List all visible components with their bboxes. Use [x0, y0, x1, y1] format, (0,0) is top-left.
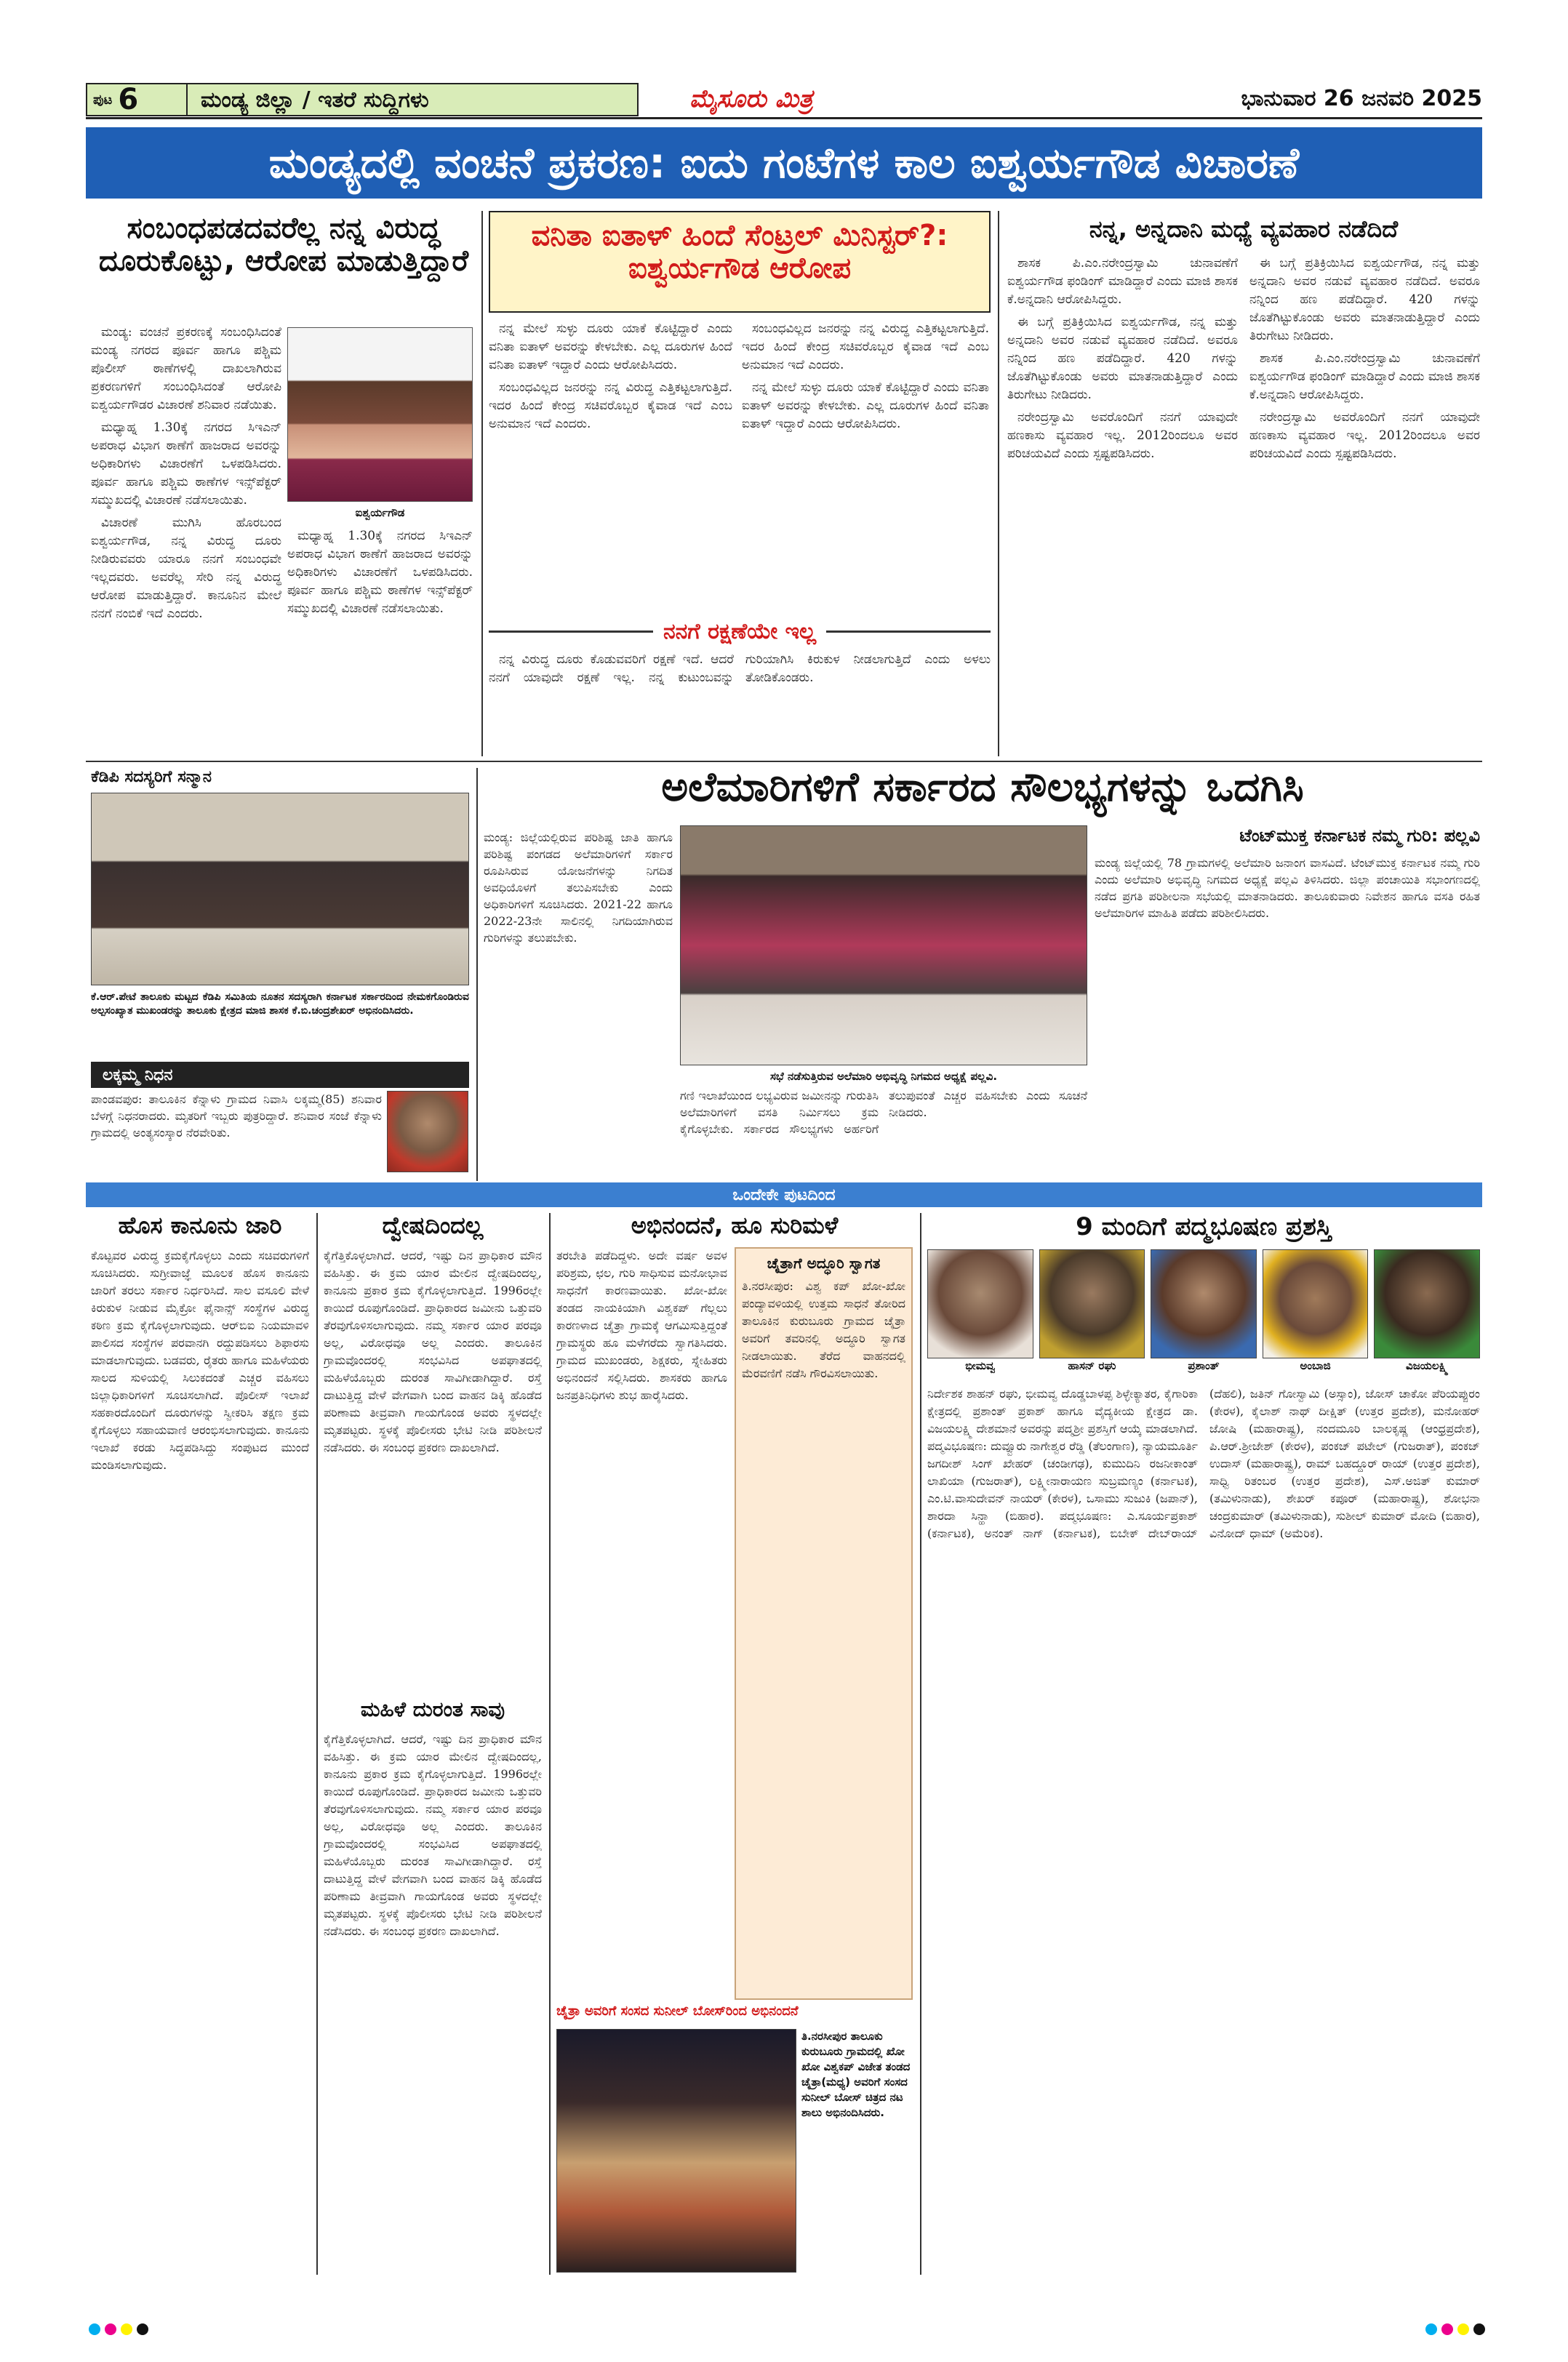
registration-dot-cyan	[1425, 2323, 1437, 2335]
law-body: ಕೊಟ್ಟವರ ವಿರುದ್ಧ ಕ್ರಮಕೈಗೊಳ್ಳಲು ಎಂದು ಸಚಿವರುಗಳಿಗೆ ಸೂಚಿಸಿದರು. ಸುಗ್ರೀವಾಜ್ಞೆ ಮೂಲಕ ಹೊಸ ಕಾನೂನು ಜಾರಿಗೆ ತರಲು ಸರ್ಕಾರ ನಿರ್ಧರಿಸಿದೆ. ಸಾಲ ವಸೂಲಿ ವೇಳೆ ಕಿರುಕುಳ ನೀಡುವ ಮೈಕ್ರೋ ಫೈನಾನ್ಸ್ ಸಂಸ್ಥೆಗಳ ವಿರುದ್ಧ ಕಠಿಣ ಕ್ರಮ ಕೈಗೊಳ್ಳಲಾಗುವುದು. ಆರ್‌ಬಿಐ ನಿಯಮಾವಳಿ ಪಾಲಿಸದ ಸಂಸ್ಥೆಗಳ ಪರವಾನಗಿ ರದ್ದುಪಡಿಸಲು ಶಿಫಾರಸು ಮಾಡಲಾಗುವುದು. ಬಡವರು, ರೈತರು ಹಾಗೂ ಮಹಿಳೆಯರು ಸಾಲದ ಸುಳಿಯಲ್ಲಿ ಸಿಲುಕದಂತೆ ಎಚ್ಚರ ವಹಿಸಲು ಜಿಲ್ಲಾಧಿಕಾರಿಗಳಿಗೆ ಸೂಚಿಸಲಾಗಿದೆ. ಪೊಲೀಸ್ ಇಲಾಖೆ ಸಹಕಾರದೊಂದಿಗೆ ದೂರುಗಳನ್ನು ಸ್ವೀಕರಿಸಿ ತಕ್ಷಣ ಕ್ರಮ ಕೈಗೊಳ್ಳಲು ಸಹಾಯವಾಣಿ ಆರಂಭಿಸಲಾಗುವುದು. ಕಾನೂನು ಇಲಾಖೆ ಕರಡು ಸಿದ್ಧಪಡಿಸಿದ್ದು ಸಂಪುಟದ ಮುಂದೆ ಮಂಡಿಸಲಾಗುವುದು.	[91, 1249, 309, 1472]
story2-para: ಸಂಬಂಧವಿಲ್ಲದ ಜನರನ್ನು ನನ್ನ ವಿರುದ್ಧ ಎತ್ತಿಕಟ್ಟಲಾಗುತ್ತಿದೆ. ಇದರ ಹಿಂದೆ ಕೇಂದ್ರ ಸಚಿವರೊಬ್ಬರ ಕೈವಾಡ ಇದೆ ಎಂಬ ಅನುಮಾನ ಇದೆ ಎಂದರು.	[742, 321, 989, 372]
chaitra-box	[735, 1247, 913, 2000]
story3-para: ನರೇಂದ್ರಸ್ವಾಮಿ ಅವರೊಂದಿಗೆ ನನಗೆ ಯಾವುದೇ ಹಣಕಾಸು ವ್ಯವಹಾರ ಇಲ್ಲ. 2012ರಿಂದಲೂ ಅವರ ಪರಿಚಯವಿದೆ ಎಂದು ಸ್ಪಷ್ಟಪಡಿಸಿದರು.	[1249, 410, 1480, 461]
page-number: 6	[118, 83, 139, 116]
portrait-vijayalakshmi-name: ವಿಜಯಲಕ್ಷ್ಮಿ	[1406, 1359, 1449, 1372]
registration-dot-yellow	[1457, 2323, 1469, 2335]
portrait-bhimavva	[927, 1249, 1033, 1380]
alemari-subhead: ಟೆಂಟ್‌ಮುಕ್ತ ಕರ್ನಾಟಕ ನಮ್ಮ ಗುರಿ: ಪಲ್ಲವಿ	[1239, 825, 1480, 846]
portrait-prashanth-name: ಪ್ರಶಾಂತ್	[1188, 1359, 1220, 1372]
column-divider	[316, 1213, 318, 2275]
portrait-ambaji	[1263, 1249, 1369, 1380]
portrait-hasan-raghu-img	[1039, 1249, 1145, 1358]
subhead-rule-left	[489, 630, 653, 633]
masthead: ಮೈಸೂರು ಮಿತ್ರ	[689, 84, 813, 113]
continued-strip	[86, 1182, 1482, 1207]
chaitra-photo-caption-bar	[556, 2003, 913, 2027]
dvesha-body-2: ಕೈಗೆತ್ತಿಕೊಳ್ಳಲಾಗಿದೆ. ಆದರೆ, ಇಷ್ಟು ದಿನ ಪ್ರಾಧಿಕಾರ ಮೌನ ವಹಿಸಿತ್ತು. ಈ ಕ್ರಮ ಯಾರ ಮೇಲಿನ ದ್ವೇಷದಿಂದಲ್ಲ, ಕಾನೂನು ಪ್ರಕಾರ ಕ್ರಮ ಕೈಗೊಳ್ಳಲಾಗುತ್ತಿದೆ. 1996ರಲ್ಲೇ ಕಾಯಿದೆ ರೂಪುಗೊಂಡಿದೆ. ಪ್ರಾಧಿಕಾರದ ಜಮೀನು ಒತ್ತುವರಿ ತೆರವುಗೊಳಿಸಲಾಗುವುದು. ನಮ್ಮ ಸರ್ಕಾರ ಯಾರ ಪರವೂ ಅಲ್ಲ, ವಿರೋಧವೂ ಅಲ್ಲ ಎಂದರು. ತಾಲೂಕಿನ ಗ್ರಾಮವೊಂದರಲ್ಲಿ ಸಂಭವಿಸಿದ ಅಪಘಾತದಲ್ಲಿ ಮಹಿಳೆಯೊಬ್ಬರು ದುರಂತ ಸಾವಿಗೀಡಾಗಿದ್ದಾರೆ. ರಸ್ತೆ ದಾಟುತ್ತಿದ್ದ ವೇಳೆ ವೇಗವಾಗಿ ಬಂದ ವಾಹನ ಡಿಕ್ಕಿ ಹೊಡೆದ ಪರಿಣಾಮ ತೀವ್ರವಾಗಿ ಗಾಯಗೊಂಡ ಅವರು ಸ್ಥಳದಲ್ಲೇ ಮೃತಪಟ್ಟರು. ಸ್ಥಳಕ್ಕೆ ಪೊಲೀಸರು ಭೇಟಿ ನೀಡಿ ಪರಿಶೀಲನೆ ನಡೆಸಿದರು. ಈ ಸಂಬಂಧ ಪ್ರಕರಣ ದಾಖಲಾಗಿದೆ.	[324, 1732, 542, 1938]
dvesha-subhead: ಮಹಿಳೆ ದುರಂತ ಸಾವು	[360, 1697, 505, 1721]
portrait-prashanth-img	[1151, 1249, 1257, 1358]
header-bar	[86, 81, 1482, 119]
obit-body: ಪಾಂಡವಪುರ: ತಾಲೂಕಿನ ಕೆನ್ನಾಳು ಗ್ರಾಮದ ನಿವಾಸಿ ಲಕ್ಕಮ್ಮ(85) ಶನಿವಾರ ಬೆಳಗ್ಗೆ ನಿಧನರಾದರು. ಮೃತರಿಗೆ ಇಬ್ಬರು ಪುತ್ರರಿದ್ದಾರೆ. ಶನಿವಾರ ಸಂಜೆ ಕೆನ್ನಾಳು ಗ್ರಾಮದಲ್ಲಿ ಅಂತ್ಯಸಂಸ್ಕಾರ ನೆರವೇರಿತು.	[91, 1092, 382, 1140]
story2-headline: ವನಿತಾ ಐತಾಳ್ ಹಿಂದೆ ಸೆಂಟ್ರಲ್ ಮಿನಿಸ್ಟರ್?: ಐಶ್ವರ್ಯಗೌಡ ಆರೋಪ	[531, 219, 948, 285]
kdp-label: ಕೆಡಿಪಿ ಸದಸ್ಯರಿಗೆ ಸನ್ಮಾನ	[91, 768, 212, 786]
section-label	[188, 83, 639, 116]
obit-photo	[387, 1091, 468, 1172]
story2-headline-box	[489, 211, 991, 313]
story1-para: ಮಂಡ್ಯ: ವಂಚನೆ ಪ್ರಕರಣಕ್ಕೆ ಸಂಬಂಧಿಸಿದಂತೆ ಮಂಡ್ಯ ನಗರದ ಪೂರ್ವ ಹಾಗೂ ಪಶ್ಚಿಮ ಪೊಲೀಸ್ ಠಾಣೆಗಳಲ್ಲಿ ದಾಖಲಾಗಿರುವ ಪ್ರಕರಣಗಳಿಗೆ ಸಂಬಂಧಿಸಿದಂತೆ ಆರೋಪಿ ಐಶ್ವರ್ಯಗೌಡರ ವಿಚಾರಣೆ ಶನಿವಾರ ನಡೆಯಿತು.	[91, 325, 281, 412]
story2-body	[489, 320, 732, 611]
story2-body-bottom	[489, 651, 991, 756]
story1-body-col2	[287, 527, 473, 753]
story2-body-col2	[742, 320, 989, 611]
column-divider	[476, 768, 478, 1181]
registration-dot-magenta	[105, 2323, 116, 2335]
story2-para: ಸಂಬಂಧವಿಲ್ಲದ ಜನರನ್ನು ನನ್ನ ವಿರುದ್ಧ ಎತ್ತಿಕಟ್ಟಲಾಗುತ್ತಿದೆ. ಇದರ ಹಿಂದೆ ಕೇಂದ್ರ ಸಚಿವರೊಬ್ಬರ ಕೈವಾಡ ಇದೆ ಎಂಬ ಅನುಮಾನ ಇದೆ ಎಂದರು.	[489, 380, 732, 431]
registration-dot-yellow	[121, 2323, 132, 2335]
story3-para: ಶಾಸಕ ಪಿ.ಎಂ.ನರೇಂದ್ರಸ್ವಾಮಿ ಚುನಾವಣೆಗೆ ಐಶ್ವರ್ಯಗೌಡ ಫಂಡಿಂಗ್ ಮಾಡಿದ್ದಾರೆ ಎಂದು ಮಾಜಿ ಶಾಸಕ ಕೆ.ಅನ್ನದಾನಿ ಆರೋಪಿಸಿದ್ದರು.	[1249, 351, 1480, 402]
portrait-vijayalakshmi-img	[1374, 1249, 1480, 1358]
section-divider	[86, 761, 1482, 762]
story1-headline: ಸಂಬಂಧಪಡದವರೆಲ್ಲ ನನ್ನ ವಿರುದ್ಧ ದೂರುಕೊಟ್ಟು, ಆರೋಪ ಮಾಡುತ್ತಿದ್ದಾರೆ	[98, 212, 469, 278]
story2-subhead-text: ನನಗೆ ರಕ್ಷಣೆಯೇ ಇಲ್ಲ	[663, 618, 817, 644]
chaitra-photo	[556, 2029, 796, 2273]
registration-dot-cyan	[89, 2323, 100, 2335]
registration-dot-black	[1473, 2323, 1485, 2335]
column-divider	[920, 1213, 921, 2275]
padma-body: ನಿರ್ದೇಶಕ ಶಾಹನ್ ರಘು, ಭೀಮವ್ವ ದೊಡ್ಡಬಾಳಪ್ಪ ಶಿಳ್ಳೇಕ್ಯಾತರ, ಕೈಗಾರಿಕಾ ಕ್ಷೇತ್ರದಲ್ಲಿ ಪ್ರಶಾಂತ್ ಪ್ರಕಾಶ್ ಹಾಗೂ ವೈದ್ಯಕೀಯ ಕ್ಷೇತ್ರದ ಡಾ. ವಿಜಯಲಕ್ಷ್ಮಿ ದೇಶಮಾನೆ ಅವರನ್ನು ಪದ್ಮಶ್ರೀ ಪ್ರಶಸ್ತಿಗೆ ಆಯ್ಕೆ ಮಾಡಲಾಗಿದೆ. ಪದ್ಮವಿಭೂಷಣ: ದುವ್ವೂರು ನಾಗೇಶ್ವರ ರೆಡ್ಡಿ (ತೆಲಂಗಾಣ), ನ್ಯಾಯಮೂರ್ತಿ ಜಗದೀಶ್ ಸಿಂಗ್ ಖೇಹರ್ (ಚಂಡೀಗಢ), ಕುಮುದಿನಿ ರಜನೀಕಾಂತ್ ಲಾಖಿಯಾ (ಗುಜರಾತ್), ಲಕ್ಷ್ಮೀನಾರಾಯಣ ಸುಬ್ರಮಣ್ಯಂ (ಕರ್ನಾಟಕ), ಎಂ.ಟಿ.ವಾಸುದೇವನ್ ನಾಯರ್ (ಕೇರಳ), ಒಸಾಮು ಸುಜುಕಿ (ಜಪಾನ್), ಶಾರದಾ ಸಿನ್ಹಾ (ಬಿಹಾರ). ಪದ್ಮಭೂಷಣ: ಎ.ಸೂರ್ಯಪ್ರಕಾಶ್ (ಕರ್ನಾಟಕ), ಅನಂತ್ ನಾಗ್ (ಕರ್ನಾಟಕ), ಬಿಬೇಕ್ ದೇಬ್‌ರಾಯ್ (ದೆಹಲಿ), ಜತಿನ್ ಗೋಸ್ವಾಮಿ (ಅಸ್ಸಾಂ), ಜೋಸ್ ಚಾಕೋ ಪೆರಿಯಪ್ಪುರಂ (ಕೇರಳ), ಕೈಲಾಶ್ ನಾಥ್ ದೀಕ್ಷಿತ್ (ಉತ್ತರ ಪ್ರದೇಶ), ಮನೋಹರ್ ಜೋಷಿ (ಮಹಾರಾಷ್ಟ್ರ), ನಂದಮೂರಿ ಬಾಲಕೃಷ್ಣ (ಆಂಧ್ರಪ್ರದೇಶ), ಪಿ.ಆರ್.ಶ್ರೀಜೇಶ್ (ಕೇರಳ), ಪಂಕಜ್ ಪಟೇಲ್ (ಗುಜರಾತ್), ಪಂಕಜ್ ಉದಾಸ್ (ಮಹಾರಾಷ್ಟ್ರ), ರಾಮ್ ಬಹದ್ದೂರ್ ರಾಯ್ (ಉತ್ತರ ಪ್ರದೇಶ), ಸಾಧ್ವಿ ರಿತಂಬರ (ಉತ್ತರ ಪ್ರದೇಶ), ಎಸ್.ಅಜಿತ್ ಕುಮಾರ್ (ತಮಿಳುನಾಡು), ಶೇಖರ್ ಕಪೂರ್ (ಮಹಾರಾಷ್ಟ್ರ), ಶೋಭನಾ ಚಂದ್ರಕುಮಾರ್ (ತಮಿಳುನಾಡು), ಸುಶೀಲ್ ಕುಮಾರ್ ಮೋದಿ (ಬಿಹಾರ), ವಿನೋದ್ ಧಾಮ್ (ಅಮೆರಿಕ).	[927, 1387, 1480, 1540]
story1-body	[91, 324, 281, 753]
column-divider	[998, 211, 999, 756]
portrait-ambaji-img	[1263, 1249, 1369, 1358]
continued-strip-label: ಒಂದೇಕೇ ಪುಟದಿಂದ	[732, 1185, 836, 1204]
subhead-rule-right	[826, 630, 991, 633]
issue-date: ಭಾನುವಾರ 26 ಜನವರಿ 2025	[1241, 86, 1482, 111]
alemari-body-left: ಮಂಡ್ಯ: ಜಿಲ್ಲೆಯಲ್ಲಿರುವ ಪರಿಶಿಷ್ಟ ಜಾತಿ ಹಾಗೂ ಪರಿಶಿಷ್ಟ ಪಂಗಡದ ಅಲೆಮಾರಿಗಳಿಗೆ ಸರ್ಕಾರ ರೂಪಿಸಿರುವ ಯೋಜನೆಗಳನ್ನು ನಿಗದಿತ ಅವಧಿಯೊಳಗೆ ತಲುಪಿಸಬೇಕು ಎಂದು ಅಧಿಕಾರಿಗಳಿಗೆ ಸೂಚಿಸಿದರು. 2021-22 ಹಾಗೂ 2022-23ನೇ ಸಾಲಿನಲ್ಲಿ ನಿಗದಿಯಾಗಿರುವ ಗುರಿಗಳನ್ನು ತಲುಪಬೇಕು.	[484, 830, 673, 945]
column-divider	[481, 211, 483, 756]
story3-body	[1007, 255, 1480, 756]
kdp-photo	[91, 793, 469, 985]
alemari-photo-caption: ಸಭೆ ನಡೆಸುತ್ತಿರುವ ಅಲೆಮಾರಿ ಅಭಿವೃದ್ಧಿ ನಿಗಮದ ಅಧ್ಯಕ್ಷೆ ಪಲ್ಲವಿ.	[769, 1070, 998, 1083]
portrait-hasan-raghu	[1039, 1249, 1145, 1380]
story2-para: ನನ್ನ ವಿರುದ್ಧ ದೂರು ಕೊಡುವವರಿಗೆ ರಕ್ಷಣೆ ಇದೆ. ಆದರೆ ನನಗೆ ಯಾವುದೇ ರಕ್ಷಣೆ ಇಲ್ಲ. ನನ್ನ ಕುಟುಂಬವನ್ನು ಗುರಿಯಾಗಿಸಿ ಕಿರುಕುಳ ನೀಡಲಾಗುತ್ತಿದೆ ಎಂದು ಅಳಲು ತೋಡಿಕೊಂಡರು.	[489, 652, 991, 685]
alemari-body-mid: ಗಣಿ ಇಲಾಖೆಯಿಂದ ಲಭ್ಯವಿರುವ ಜಮೀನನ್ನು ಗುರುತಿಸಿ ಅಲೆಮಾರಿಗಳಿಗೆ ವಸತಿ ನಿರ್ಮಿಸಲು ಕ್ರಮ ಕೈಗೊಳ್ಳಬೇಕು. ಸರ್ಕಾರದ ಸೌಲಭ್ಯಗಳು ಅರ್ಹರಿಗೆ ತಲುಪುವಂತೆ ಎಚ್ಚರ ವಹಿಸಬೇಕು ಎಂದು ಸೂಚನೆ ನೀಡಿದರು.	[680, 1089, 1087, 1136]
story3-para: ಈ ಬಗ್ಗೆ ಪ್ರತಿಕ್ರಿಯಿಸಿದ ಐಶ್ವರ್ಯಗೌಡ, ನನ್ನ ಮತ್ತು ಅನ್ನದಾನಿ ಅವರ ನಡುವೆ ವ್ಯವಹಾರ ನಡೆದಿದೆ. ಅವರೂ ನನ್ನಿಂದ ಹಣ ಪಡೆದಿದ್ದಾರೆ. 420 ಗಳನ್ನು ಜೊತೆಗಿಟ್ಟುಕೊಂಡು ಅವರು ಮಾತನಾಡುತ್ತಿದ್ದಾರೆ ಎಂದು ತಿರುಗೇಟು ನೀಡಿದರು.	[1249, 256, 1480, 343]
story3-headline: ನನ್ನ, ಅನ್ನದಾನಿ ಮಧ್ಯೆ ವ್ಯವಹಾರ ನಡೆದಿದೆ	[1089, 215, 1399, 243]
dvesha-headline: ದ್ವೇಷದಿಂದಲ್ಲ	[382, 1212, 484, 1239]
alemari-body-right: ಮಂಡ್ಯ ಜಿಲ್ಲೆಯಲ್ಲಿ 78 ಗ್ರಾಮಗಳಲ್ಲಿ ಅಲೆಮಾರಿ ಜನಾಂಗ ವಾಸವಿದೆ. ಟೆಂಟ್‌ಮುಕ್ತ ಕರ್ನಾಟಕ ನಮ್ಮ ಗುರಿ ಎಂದು ಅಲೆಮಾರಿ ಅಭಿವೃದ್ಧಿ ನಿಗಮದ ಅಧ್ಯಕ್ಷೆ ಪಲ್ಲವಿ ತಿಳಿಸಿದರು. ಜಿಲ್ಲಾ ಪಂಚಾಯಿತಿ ಸಭಾಂಗಣದಲ್ಲಿ ನಡೆದ ಪ್ರಗತಿ ಪರಿಶೀಲನಾ ಸಭೆಯಲ್ಲಿ ಮಾತನಾಡಿದರು. ತಾಲೂಕುವಾರು ನಿವೇಶನ ಹಾಗೂ ವಸತಿ ರಹಿತ ಅಲೆಮಾರಿಗಳ ಮಾಹಿತಿ ಪಡೆದು ಪರಿಶೀಲಿಸಿದರು.	[1095, 856, 1480, 920]
column-divider	[549, 1213, 551, 2275]
story2-subhead	[489, 617, 991, 646]
story3-para: ಈ ಬಗ್ಗೆ ಪ್ರತಿಕ್ರಿಯಿಸಿದ ಐಶ್ವರ್ಯಗೌಡ, ನನ್ನ ಮತ್ತು ಅನ್ನದಾನಿ ಅವರ ನಡುವೆ ವ್ಯವಹಾರ ನಡೆದಿದೆ. ಅವರೂ ನನ್ನಿಂದ ಹಣ ಪಡೆದಿದ್ದಾರೆ. 420 ಗಳನ್ನು ಜೊತೆಗಿಟ್ಟುಕೊಂಡು ಅವರು ಮಾತನಾಡುತ್ತಿದ್ದಾರೆ ಎಂದು ತಿರುಗೇಟು ನೀಡಿದರು.	[1007, 315, 1238, 402]
kdp-caption: ಕೆ.ಆರ್.ಪೇಟೆ ತಾಲೂಕು ಮಟ್ಟದ ಕೆಡಿಪಿ ಸಮಿತಿಯ ನೂತನ ಸದಸ್ಯರಾಗಿ ಕರ್ನಾಟಕ ಸರ್ಕಾರದಿಂದ ನೇಮಕಗೊಂಡಿರುವ ಅಲ್ಪಸಂಖ್ಯಾತ ಮುಖಂಡರನ್ನು ತಾಲೂಕು ಕ್ಷೇತ್ರದ ಮಾಜಿ ಶಾಸಕ ಕೆ.ಬಿ.ಚಂದ್ರಶೇಖರ್ ಅಭಿನಂದಿಸಿದರು.	[91, 991, 469, 1017]
padma-headline: 9 ಮಂದಿಗೆ ಪದ್ಮಭೂಷಣ ಪ್ರಶಸ್ತಿ	[1076, 1212, 1332, 1241]
banner-headline: ಮಂಡ್ಯದಲ್ಲಿ ವಂಚನೆ ಪ್ರಕರಣ: ಐದು ಗಂಟೆಗಳ ಕಾಲ ಐಶ್ವರ್ಯಗೌಡ ವಿಚಾರಣೆ	[268, 137, 1300, 188]
felicitation-headline: ಅಭಿನಂದನೆ, ಹೂ ಸುರಿಮಳೆ	[631, 1212, 839, 1239]
portrait-bhimavva-img	[927, 1249, 1033, 1358]
page-number-box	[86, 83, 188, 116]
story2-para: ನನ್ನ ಮೇಲೆ ಸುಳ್ಳು ದೂರು ಯಾಕೆ ಕೊಟ್ಟಿದ್ದಾರೆ ಎಂದು ವನಿತಾ ಐತಾಳ್ ಅವರನ್ನು ಕೇಳಬೇಕು. ಎಲ್ಲ ದೂರುಗಳ ಹಿಂದೆ ವನಿತಾ ಐತಾಳ್ ಇದ್ದಾರೆ ಎಂದು ಆರೋಪಿಸಿದರು.	[489, 321, 732, 372]
aishwarya-photo-caption: ಐಶ್ವರ್ಯಗೌಡ	[287, 505, 473, 520]
dvesha-body: ಕೈಗೆತ್ತಿಕೊಳ್ಳಲಾಗಿದೆ. ಆದರೆ, ಇಷ್ಟು ದಿನ ಪ್ರಾಧಿಕಾರ ಮೌನ ವಹಿಸಿತ್ತು. ಈ ಕ್ರಮ ಯಾರ ಮೇಲಿನ ದ್ವೇಷದಿಂದಲ್ಲ, ಕಾನೂನು ಪ್ರಕಾರ ಕ್ರಮ ಕೈಗೊಳ್ಳಲಾಗುತ್ತಿದೆ. 1996ರಲ್ಲೇ ಕಾಯಿದೆ ರೂಪುಗೊಂಡಿದೆ. ಪ್ರಾಧಿಕಾರದ ಜಮೀನು ಒತ್ತುವರಿ ತೆರವುಗೊಳಿಸಲಾಗುವುದು. ನಮ್ಮ ಸರ್ಕಾರ ಯಾರ ಪರವೂ ಅಲ್ಲ, ವಿರೋಧವೂ ಅಲ್ಲ ಎಂದರು. ತಾಲೂಕಿನ ಗ್ರಾಮವೊಂದರಲ್ಲಿ ಸಂಭವಿಸಿದ ಅಪಘಾತದಲ್ಲಿ ಮಹಿಳೆಯೊಬ್ಬರು ದುರಂತ ಸಾವಿಗೀಡಾಗಿದ್ದಾರೆ. ರಸ್ತೆ ದಾಟುತ್ತಿದ್ದ ವೇಳೆ ವೇಗವಾಗಿ ಬಂದ ವಾಹನ ಡಿಕ್ಕಿ ಹೊಡೆದ ಪರಿಣಾಮ ತೀವ್ರವಾಗಿ ಗಾಯಗೊಂಡ ಅವರು ಸ್ಥಳದಲ್ಲೇ ಮೃತಪಟ್ಟರು. ಸ್ಥಳಕ್ಕೆ ಪೊಲೀಸರು ಭೇಟಿ ನೀಡಿ ಪರಿಶೀಲನೆ ನಡೆಸಿದರು. ಈ ಸಂಬಂಧ ಪ್ರಕರಣ ದಾಖಲಾಗಿದೆ.	[324, 1249, 542, 1454]
chaitra-side-caption: ತಿ.ನರಸೀಪುರ ತಾಲೂಕು ಕುರುಬೂರು ಗ್ರಾಮದಲ್ಲಿ ಖೋ ಖೋ ವಿಶ್ವಕಪ್ ವಿಜೇತ ತಂಡದ ಚೈತ್ರಾ(ಮಧ್ಯ) ಅವರಿಗೆ ಸಂಸದ ಸುನೀಲ್ ಬೋಸ್ ಚಿತ್ರದ ನಟ ಶಾಲು ಅಭಿನಂದಿಸಿದರು.	[801, 2030, 911, 2119]
story1-para: ಮಧ್ಯಾಹ್ನ 1.30ಕ್ಕೆ ನಗರದ ಸಿಇಎನ್ ಅಪರಾಧ ವಿಭಾಗ ಠಾಣೆಗೆ ಹಾಜರಾದ ಅವರನ್ನು ಅಧಿಕಾರಿಗಳು ವಿಚಾರಣೆಗೆ ಒಳಪಡಿಸಿದರು. ಪೂರ್ವ ಹಾಗೂ ಪಶ್ಚಿಮ ಠಾಣೆಗಳ ಇನ್ಸ್‌ಪೆಕ್ಟರ್ ಸಮ್ಮುಖದಲ್ಲಿ ವಿಚಾರಣೆ ನಡೆಸಲಾಯಿತು.	[287, 529, 473, 616]
chaitra-photo-caption: ಚೈತ್ರಾ ಅವರಿಗೆ ಸಂಸದ ಸುನೀಲ್ ಬೋಸ್‌ರಿಂದ ಅಭಿನಂದನೆ	[556, 2003, 799, 2019]
law-headline: ಹೊಸ ಕಾನೂನು ಜಾರಿ	[118, 1212, 282, 1239]
section-title: ಮಂಡ್ಯ ಜಿಲ್ಲಾ / ಇತರೆ ಸುದ್ದಿಗಳು	[201, 87, 429, 113]
obit-title: ಲಕ್ಕಮ್ಮ ನಿಧನ	[103, 1065, 173, 1084]
aishwarya-photo	[287, 327, 473, 502]
story3-para: ಶಾಸಕ ಪಿ.ಎಂ.ನರೇಂದ್ರಸ್ವಾಮಿ ಚುನಾವಣೆಗೆ ಐಶ್ವರ್ಯಗೌಡ ಫಂಡಿಂಗ್ ಮಾಡಿದ್ದಾರೆ ಎಂದು ಮಾಜಿ ಶಾಸಕ ಕೆ.ಅನ್ನದಾನಿ ಆರೋಪಿಸಿದ್ದರು.	[1007, 256, 1238, 307]
portrait-ambaji-name: ಅಂಬಾಜಿ	[1300, 1359, 1331, 1372]
alemari-photo	[680, 825, 1087, 1065]
registration-dot-black	[137, 2323, 148, 2335]
felicitation-body-left: ತರಬೇತಿ ಪಡೆದಿದ್ದಳು. ಅದೇ ವರ್ಷ ಅವಳ ಪರಿಶ್ರಮ, ಛಲ, ಗುರಿ ಸಾಧಿಸುವ ಮನೋಭಾವ ಸಾಧನೆಗೆ ಕಾರಣವಾಯಿತು. ಖೋ-ಖೋ ತಂಡದ ನಾಯಕಿಯಾಗಿ ವಿಶ್ವಕಪ್ ಗೆಲ್ಲಲು ಕಾರಣಳಾದ ಚೈತ್ರಾ ಗ್ರಾಮಕ್ಕೆ ಆಗಮಿಸುತ್ತಿದ್ದಂತೆ ಗ್ರಾಮಸ್ಥರು ಹೂ ಮಳೆಗರೆದು ಸ್ವಾಗತಿಸಿದರು. ಗ್ರಾಮದ ಮುಖಂಡರು, ಶಿಕ್ಷಕರು, ಸ್ನೇಹಿತರು ಅಭಿನಂದನೆ ಸಲ್ಲಿಸಿದರು. ಶಾಸಕರು ಹಾಗೂ ಜನಪ್ರತಿನಿಧಿಗಳು ಶುಭ ಹಾರೈಸಿದರು.	[556, 1249, 727, 1402]
chaitra-box-body: ತಿ.ನರಸೀಪುರ: ವಿಶ್ವ ಕಪ್ ಖೋ-ಖೋ ಪಂದ್ಯಾವಳಿಯಲ್ಲಿ ಉತ್ತಮ ಸಾಧನೆ ತೋರಿದ ತಾಲೂಕಿನ ಕುರುಬೂರು ಗ್ರಾಮದ ಚೈತ್ರಾ ಅವರಿಗೆ ತವರಿನಲ್ಲಿ ಅದ್ಧೂರಿ ಸ್ವಾಗತ ನೀಡಲಾಯಿತು. ತೆರೆದ ವಾಹನದಲ್ಲಿ ಮೆರವಣಿಗೆ ನಡೆಸಿ ಗೌರವಿಸಲಾಯಿತು.	[742, 1279, 905, 1380]
page-word: ಪುಟ	[93, 92, 113, 108]
padma-portraits	[927, 1249, 1480, 1380]
story2-para: ನನ್ನ ಮೇಲೆ ಸುಳ್ಳು ದೂರು ಯಾಕೆ ಕೊಟ್ಟಿದ್ದಾರೆ ಎಂದು ವನಿತಾ ಐತಾಳ್ ಅವರನ್ನು ಕೇಳಬೇಕು. ಎಲ್ಲ ದೂರುಗಳ ಹಿಂದೆ ವನಿತಾ ಐತಾಳ್ ಇದ್ದಾರೆ ಎಂದು ಆರೋಪಿಸಿದರು.	[742, 380, 989, 431]
portrait-bhimavva-name: ಭೀಮವ್ವ	[965, 1359, 996, 1372]
alemari-headline: ಅಲೆಮಾರಿಗಳಿಗೆ ಸರ್ಕಾರದ ಸೌಲಭ್ಯಗಳನ್ನು ಒದಗಿಸಿ	[661, 764, 1304, 811]
story1-para: ವಿಚಾರಣೆ ಮುಗಿಸಿ ಹೊರಬಂದ ಐಶ್ವರ್ಯಗೌಡ, ನನ್ನ ವಿರುದ್ಧ ದೂರು ನೀಡಿರುವವರು ಯಾರೂ ನನಗೆ ಸಂಬಂಧವೇ ಇಲ್ಲದವರು. ಅವರೆಲ್ಲ ಸೇರಿ ನನ್ನ ವಿರುದ್ಧ ಆರೋಪ ಮಾಡುತ್ತಿದ್ದಾರೆ. ಕಾನೂನಿನ ಮೇಲೆ ನನಗೆ ನಂಬಿಕೆ ಇದೆ ಎಂದರು.	[91, 516, 281, 621]
obit-title-bar	[91, 1062, 469, 1088]
portrait-vijayalakshmi	[1374, 1249, 1480, 1380]
registration-dot-magenta	[1441, 2323, 1453, 2335]
banner-headline-box	[86, 127, 1482, 199]
chaitra-box-title: ಚೈತ್ರಾಗೆ ಅದ್ಧೂರಿ ಸ್ವಾಗತ	[767, 1254, 881, 1272]
story1-para: ಮಧ್ಯಾಹ್ನ 1.30ಕ್ಕೆ ನಗರದ ಸಿಇಎನ್ ಅಪರಾಧ ವಿಭಾಗ ಠಾಣೆಗೆ ಹಾಜರಾದ ಅವರನ್ನು ಅಧಿಕಾರಿಗಳು ವಿಚಾರಣೆಗೆ ಒಳಪಡಿಸಿದರು. ಪೂರ್ವ ಹಾಗೂ ಪಶ್ಚಿಮ ಠಾಣೆಗಳ ಇನ್ಸ್‌ಪೆಕ್ಟರ್ ಸಮ್ಮುಖದಲ್ಲಿ ವಿಚಾರಣೆ ನಡೆಸಲಾಯಿತು.	[91, 420, 281, 508]
story3-para: ನರೇಂದ್ರಸ್ವಾಮಿ ಅವರೊಂದಿಗೆ ನನಗೆ ಯಾವುದೇ ಹಣಕಾಸು ವ್ಯವಹಾರ ಇಲ್ಲ. 2012ರಿಂದಲೂ ಅವರ ಪರಿಚಯವಿದೆ ಎಂದು ಸ್ಪಷ್ಟಪಡಿಸಿದರು.	[1007, 410, 1238, 461]
portrait-prashanth	[1151, 1249, 1257, 1380]
portrait-hasan-raghu-name: ಹಾಸನ್ ರಘು	[1068, 1359, 1116, 1372]
